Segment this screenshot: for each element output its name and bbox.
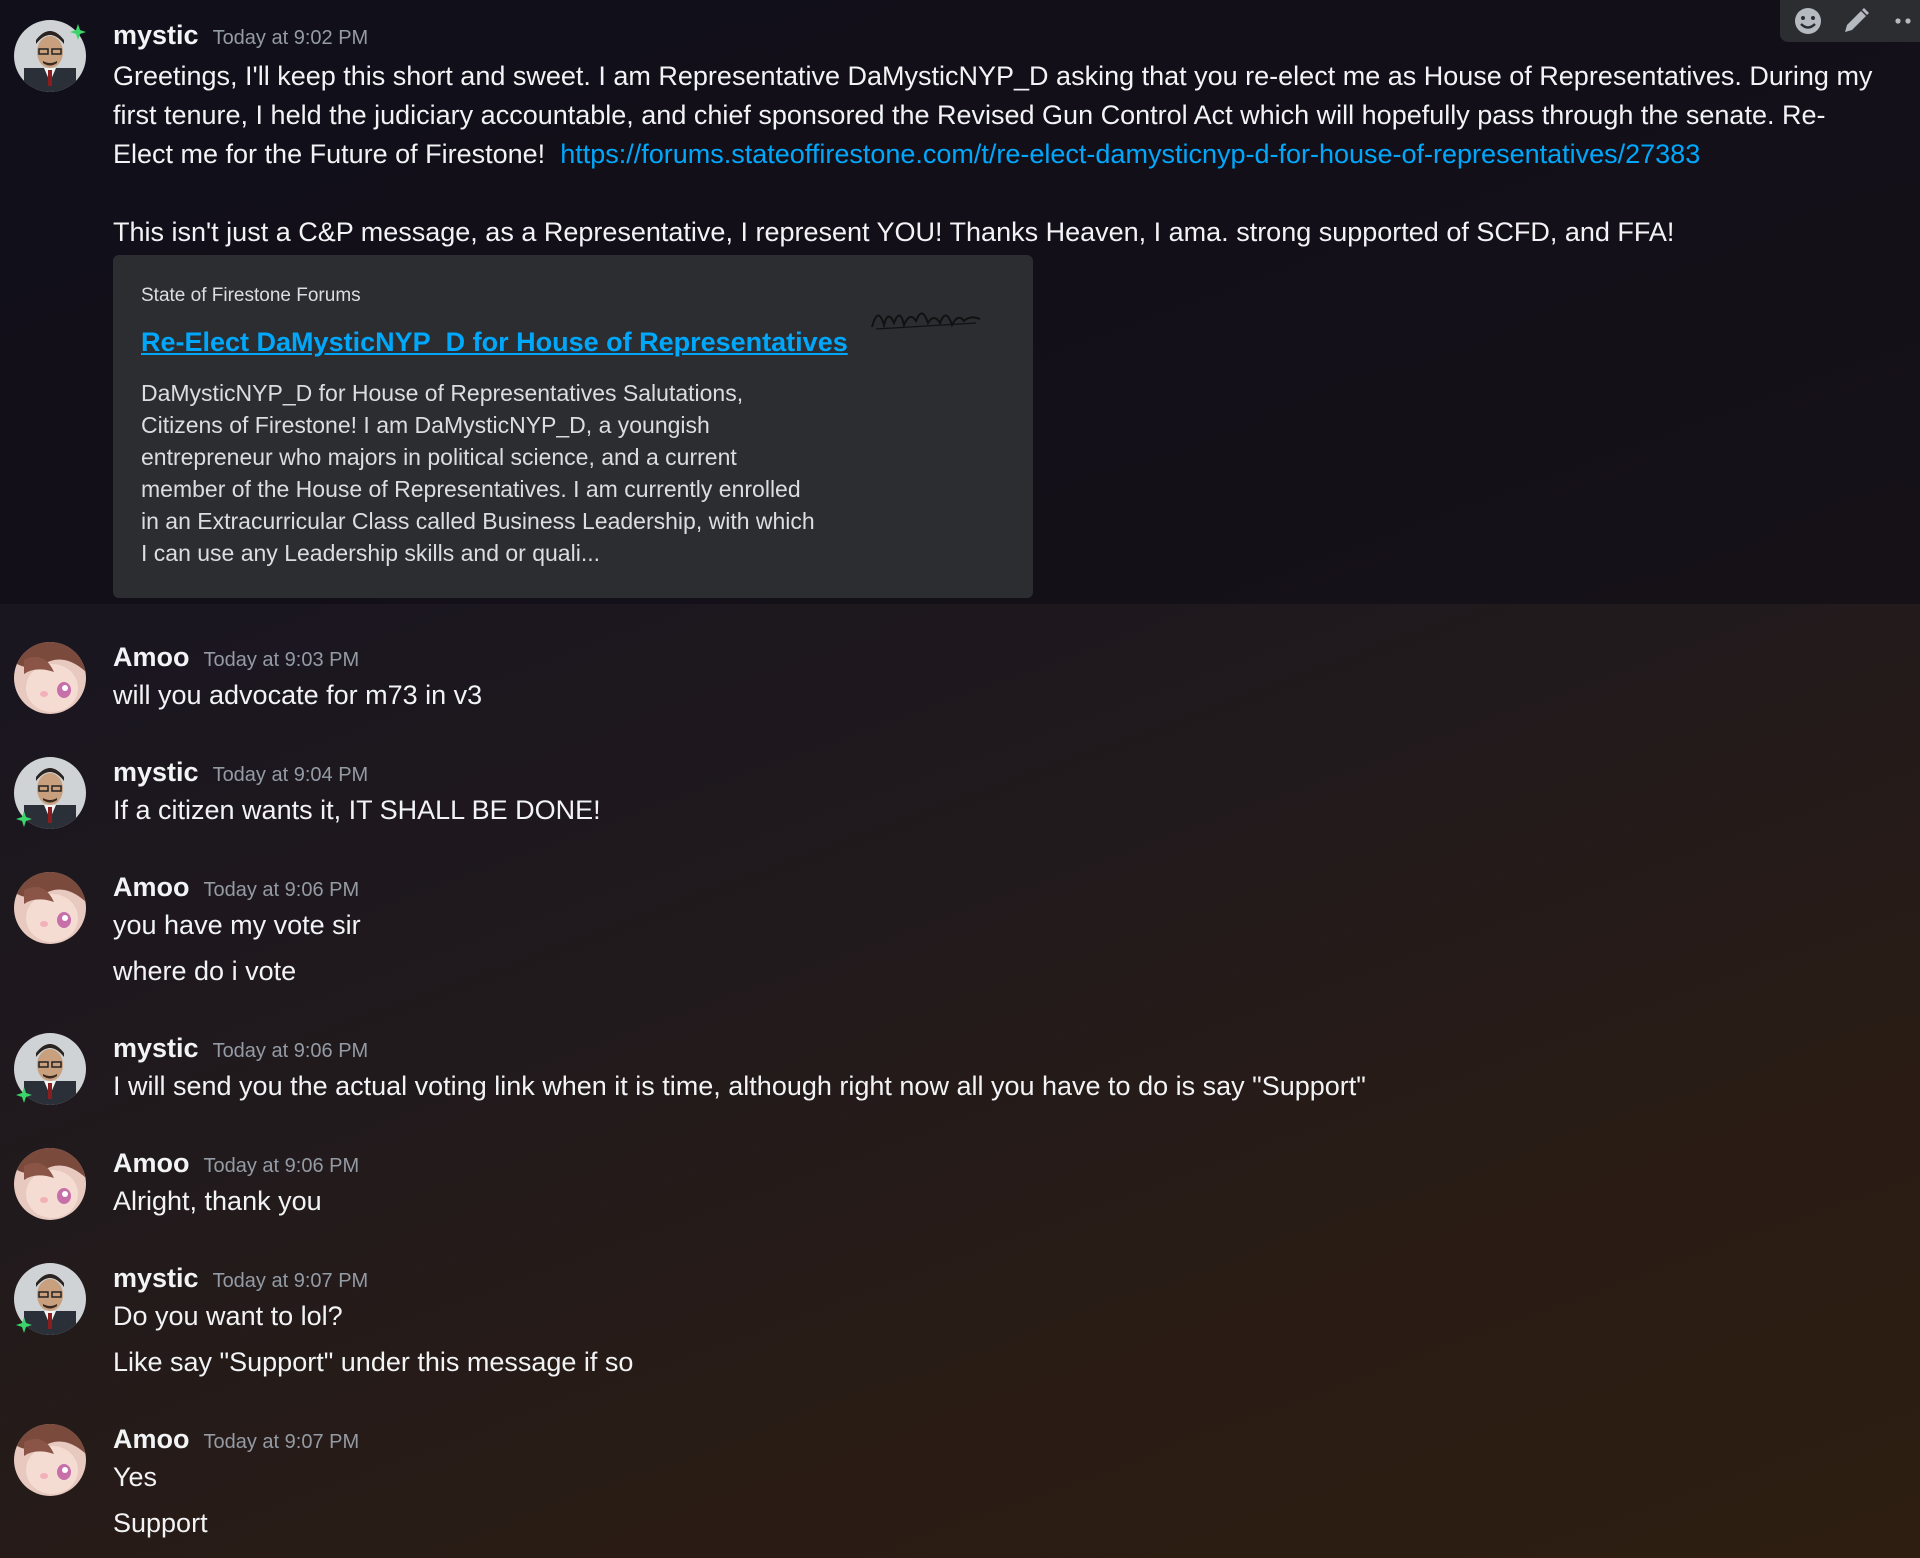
timestamp[interactable]: Today at 9:06 PM: [203, 1155, 360, 1177]
embed-description: [141, 377, 815, 569]
message-text: Do you want to lol?: [113, 1301, 343, 1331]
avatar-amoo[interactable]: [14, 872, 86, 944]
avatar-mystic[interactable]: [14, 20, 86, 92]
message-text: Greetings, I'll keep this short and sweet. I am Representative DaMysticNYP_D asking that you re-elect me as House of Representatives. During my: [113, 61, 1873, 91]
embed-description-line: in an Extracurricular Class called Business Leadership, with which: [141, 508, 815, 534]
message-hover-toolbar: [1780, 0, 1920, 42]
forum-link[interactable]: https://forums.stateoffirestone.com/t/re-elect-damysticnyp-d-for-house-of-representatives/27383: [560, 139, 1701, 169]
timestamp[interactable]: Today at 9:02 PM: [212, 27, 369, 49]
message-text: first tenure, I held the judiciary accountable, and chief sponsored the Revised Gun Control Act which will hopefully pass through the senate. Re-: [113, 100, 1826, 130]
message-text: Yes: [113, 1462, 158, 1492]
timestamp[interactable]: Today at 9:06 PM: [212, 1040, 369, 1062]
username[interactable]: Amoo: [113, 642, 190, 672]
timestamp[interactable]: Today at 9:03 PM: [203, 649, 360, 671]
message-text: I will send you the actual voting link when it is time, although right now all you have to do is say "Support": [113, 1071, 1366, 1101]
username[interactable]: mystic: [113, 1033, 199, 1063]
username[interactable]: Amoo: [113, 872, 190, 902]
message-text-segment: Elect me for the Future of Firestone!: [113, 139, 546, 169]
avatar-amoo[interactable]: [14, 1148, 86, 1220]
avatar-mystic[interactable]: [14, 757, 86, 829]
avatar-amoo[interactable]: [14, 642, 86, 714]
embed-description-line: DaMysticNYP_D for House of Representatives Salutations,: [141, 380, 744, 406]
username[interactable]: mystic: [113, 757, 199, 787]
avatar-amoo[interactable]: [14, 1424, 86, 1496]
message-text: you have my vote sir: [113, 910, 361, 940]
timestamp[interactable]: Today at 9:07 PM: [212, 1270, 369, 1292]
message-text: If a citizen wants it, IT SHALL BE DONE!: [113, 795, 601, 825]
username[interactable]: Amoo: [113, 1424, 190, 1454]
message-text: where do i vote: [113, 956, 297, 986]
embed-title[interactable]: Re-Elect DaMysticNYP_D for House of Representatives: [141, 327, 848, 357]
message-text: Support: [113, 1508, 208, 1538]
username[interactable]: mystic: [113, 20, 199, 50]
edit-icon[interactable]: [1840, 3, 1872, 39]
embed-description-line: Citizens of Firestone! I am DaMysticNYP_D, a youngish: [141, 412, 710, 438]
message-group-hovered[interactable]: [0, 0, 1920, 604]
message-text: This isn't just a C&P message, as a Representative, I represent YOU! Thanks Heaven, I ama. strong supported of SCFD, and FFA!: [113, 217, 1675, 247]
username[interactable]: Amoo: [113, 1148, 190, 1178]
username[interactable]: mystic: [113, 1263, 199, 1293]
timestamp[interactable]: Today at 9:06 PM: [203, 879, 360, 901]
timestamp[interactable]: Today at 9:07 PM: [203, 1431, 360, 1453]
embed-description-line: member of the House of Representatives. I am currently enrolled: [141, 476, 801, 502]
more-icon[interactable]: [1888, 3, 1920, 39]
message-text: [113, 135, 1700, 174]
embed-thumbnail-signature[interactable]: [868, 299, 983, 339]
embed-description-line: entrepreneur who majors in political science, and a current: [141, 444, 737, 470]
add-reaction-icon[interactable]: [1792, 3, 1824, 39]
message-text: Alright, thank you: [113, 1186, 322, 1216]
message-text: will you advocate for m73 in v3: [113, 680, 483, 710]
avatar-mystic[interactable]: [14, 1263, 86, 1335]
embed-description-line: I can use any Leadership skills and or quali...: [141, 540, 600, 566]
message-text: Like say "Support" under this message if so: [113, 1347, 634, 1377]
link-embed: [113, 255, 1033, 598]
timestamp[interactable]: Today at 9:04 PM: [212, 764, 369, 786]
embed-provider[interactable]: State of Firestone Forums: [141, 285, 361, 306]
avatar-mystic[interactable]: [14, 1033, 86, 1105]
